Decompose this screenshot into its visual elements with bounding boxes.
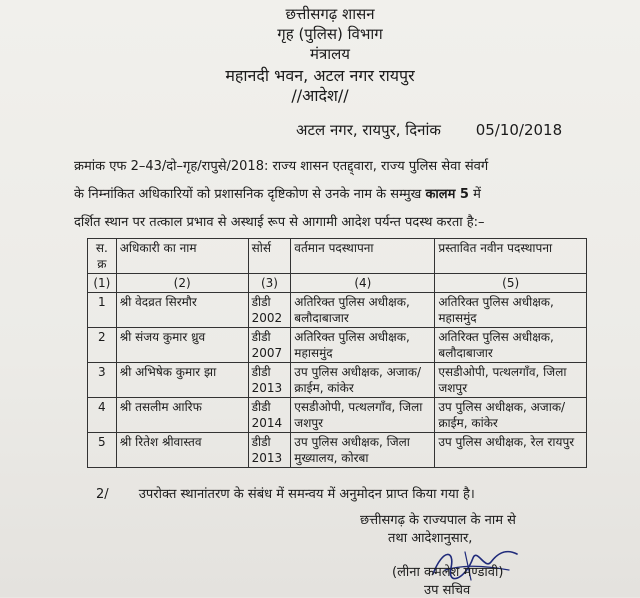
order-date: 05/10/2018 (475, 121, 563, 139)
header-proposed-posting: प्रस्तावित नवीन पदस्थापना (435, 239, 587, 274)
row-sno: 3 (88, 363, 117, 398)
paragraph-line-2 (74, 184, 630, 202)
row-proposed-posting: अतिरिक्त पुलिस अधीक्षक, महासमुंद (435, 293, 587, 328)
row-current-posting: उप पुलिस अधीक्षक, अजाक/क्राईम, कांकेर (291, 363, 435, 398)
signature-authority-line-1: छत्तीसगढ़ के राज्यपाल के नाम से (360, 513, 516, 528)
signature-authority-line-2: तथा आदेशानुसार, (388, 531, 473, 546)
table-row (88, 433, 587, 468)
row-officer-name: श्री वेदव्रत सिरमौर (116, 293, 248, 328)
row-batch: डीडी 2002 (248, 293, 291, 328)
place-label: अटल नगर, रायपुर, दिनांक (296, 121, 441, 139)
closing-number: 2/ (96, 487, 109, 502)
header-department: गृह (पुलिस) विभाग (277, 25, 383, 43)
column-reference: कालम 5 (425, 187, 469, 202)
row-batch: डीडी 2007 (248, 328, 291, 363)
transfer-table (87, 238, 587, 468)
row-batch: डीडी 2013 (248, 433, 291, 468)
header-batch: सोर्स (248, 239, 291, 274)
header-current-posting: वर्तमान पदस्थापना (291, 239, 435, 274)
paragraph-line-3: दर्शित स्थान पर तत्काल प्रभाव से अस्थाई रूप से आगामी आदेश पर्यन्त पदस्थ करता है:– (74, 215, 485, 230)
table-number-row (88, 274, 587, 293)
row-batch: डीडी 2014 (248, 398, 291, 433)
row-officer-name: श्री रितेश श्रीवास्तव (116, 433, 248, 468)
column-number: (3) (248, 274, 291, 293)
row-current-posting: उप पुलिस अधीक्षक, जिला मुख्यालय, कोरबा (291, 433, 435, 468)
row-current-posting: अतिरिक्त पुलिस अधीक्षक, बलौदाबाजार (291, 293, 435, 328)
header-name: अधिकारी का नाम (116, 239, 248, 274)
row-sno: 1 (88, 293, 117, 328)
column-number: (2) (116, 274, 248, 293)
place-date (296, 120, 562, 140)
paragraph-line-1: क्रमांक एफ 2–43/दो–गृह/रापुसे/2018: राज्य शासन एतद्द्वारा, राज्य पुलिस सेवा संवर्ग (74, 159, 489, 174)
row-sno: 4 (88, 398, 117, 433)
column-number: (4) (291, 274, 435, 293)
row-proposed-posting: उप पुलिस अधीक्षक, रेल रायपुर (435, 433, 587, 468)
row-sno: 5 (88, 433, 117, 468)
header-govt: छत्तीसगढ़ शासन (285, 5, 375, 23)
header-order-title: //आदेश// (291, 86, 349, 105)
row-proposed-posting: उप पुलिस अधीक्षक, अजाक/क्राईम, कांकेर (435, 398, 587, 433)
table-header-row (88, 239, 587, 274)
row-officer-name: श्री संजय कुमार ध्रुव (116, 328, 248, 363)
header-sno: स. क्र (88, 239, 117, 274)
closing-paragraph (96, 484, 475, 502)
row-current-posting: अतिरिक्त पुलिस अधीक्षक, महासमुंद (291, 328, 435, 363)
row-officer-name: श्री तसलीम आरिफ (116, 398, 248, 433)
paragraph-line-2-pre: के निम्नांकित अधिकारियों को प्रशासनिक दृष्टिकोण से उनके नाम के सम्मुख (74, 187, 422, 202)
row-current-posting: एसडीओपी, पत्थलगाँव, जिला जशपुर (291, 398, 435, 433)
closing-text: उपरोक्त स्थानांतरण के संबंध में समन्वय में अनुमोदन प्राप्त किया गया है। (138, 487, 475, 502)
paragraph-line-2-post: में (473, 187, 481, 202)
row-batch: डीडी 2013 (248, 363, 291, 398)
table-row (88, 328, 587, 363)
row-sno: 2 (88, 328, 117, 363)
column-number: (1) (88, 274, 117, 293)
table-row (88, 293, 587, 328)
column-number: (5) (435, 274, 587, 293)
row-proposed-posting: अतिरिक्त पुलिस अधीक्षक, बलौदाबाजार (435, 328, 587, 363)
signatory-name: (लीना कमलेश मण्डावी) (392, 565, 504, 580)
table-row (88, 398, 587, 433)
signatory-designation: उप सचिव (424, 583, 471, 598)
table-row (88, 363, 587, 398)
row-proposed-posting: एसडीओपी, पत्थलगाँव, जिला जशपुर (435, 363, 587, 398)
header-ministry: मंत्रालय (309, 45, 350, 63)
row-officer-name: श्री अभिषेक कुमार झा (116, 363, 248, 398)
header-address: महानदी भवन, अटल नगर रायपुर (225, 66, 415, 85)
